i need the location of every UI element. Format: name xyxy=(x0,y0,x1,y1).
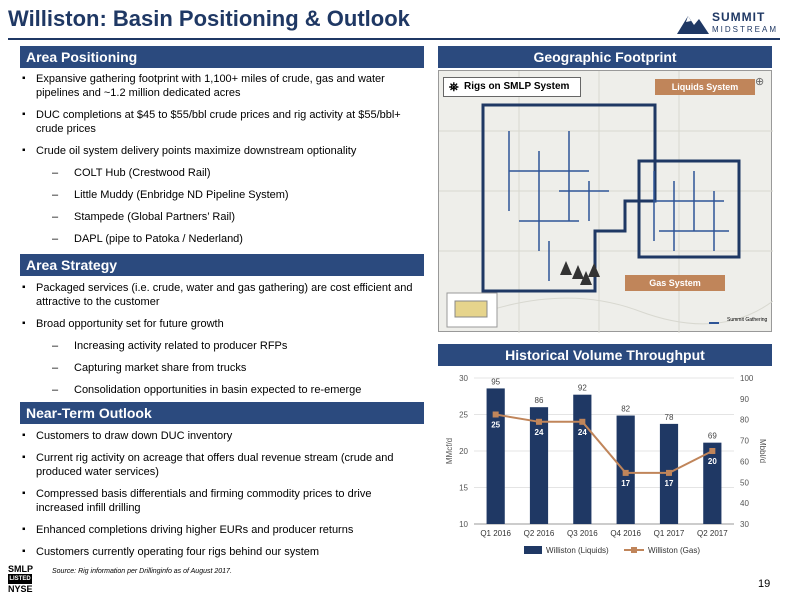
category-label: Q1 2017 xyxy=(653,529,685,538)
map-graphic xyxy=(439,71,773,333)
geographic-footprint-heading: Geographic Footprint xyxy=(438,46,772,68)
title-rule xyxy=(8,38,780,40)
liquids-bar-label: 95 xyxy=(491,377,501,387)
gas-point-label: 24 xyxy=(534,427,544,437)
gas-point xyxy=(666,470,672,476)
gas-point xyxy=(536,419,542,425)
gas-line xyxy=(496,412,713,473)
sub-list-item: – Consolidation opportunities in basin expected to re-emerge xyxy=(22,383,420,397)
volume-chart xyxy=(438,368,772,564)
gas-point xyxy=(579,419,585,425)
right-tick-label: 100 xyxy=(740,374,754,383)
category-label: Q3 2016 xyxy=(566,529,598,538)
right-tick-label: 90 xyxy=(740,394,749,404)
gas-system-label: Gas System xyxy=(625,275,725,291)
list-item: ▪ Expansive gathering footprint with 1,100+ miles of crude, gas and water pipelines and ~1.2 million dedicated acres xyxy=(22,72,420,100)
rigs-legend-label: Rigs on SMLP System xyxy=(464,81,570,92)
category-label: Q2 2017 xyxy=(696,529,728,538)
right-tick-label: 30 xyxy=(740,520,749,529)
mountain-icon xyxy=(676,12,710,36)
right-tick-label: 50 xyxy=(740,478,749,488)
historical-volume-heading: Historical Volume Throughput xyxy=(438,344,772,366)
liquids-bar xyxy=(573,395,591,524)
right-tick-label: 60 xyxy=(740,457,749,467)
list-item: ▪ Packaged services (i.e. crude, water and gas gathering) are cost efficient and attractive to the customer xyxy=(22,281,420,309)
right-tick-label: 40 xyxy=(740,499,749,509)
map-legend-label: Summit Gathering xyxy=(727,317,768,323)
list-item: ▪ Enhanced completions driving higher EURs and producer returns xyxy=(22,523,420,537)
area-positioning-list xyxy=(22,72,420,254)
right-axis-title: Mbbl/d xyxy=(758,438,767,464)
list-item: ▪ Crude oil system delivery points maximize downstream optionality xyxy=(22,144,420,158)
left-axis-title: MMcf/d xyxy=(445,437,454,465)
liquids-bar-label: 69 xyxy=(707,431,717,441)
ticker-symbol: SMLP xyxy=(8,564,34,574)
liquids-system-label: Liquids System xyxy=(655,79,755,95)
logo-word: SUMMIT xyxy=(712,10,766,24)
legend-liquids-swatch xyxy=(524,546,542,554)
gas-point-label: 25 xyxy=(491,420,501,430)
left-tick-label: 25 xyxy=(459,410,468,420)
page-number: 19 xyxy=(758,578,771,590)
liquids-bar-label: 92 xyxy=(577,383,587,393)
sub-list-item: – Stampede (Global Partners’ Rail) xyxy=(22,210,420,224)
gas-point xyxy=(493,412,499,418)
page-title: Williston: Basin Positioning & Outlook xyxy=(8,6,410,31)
sub-list-item: – Little Muddy (Enbridge ND Pipeline System) xyxy=(22,188,420,202)
source-note: Source: Rig information per Drillinginfo as of August 2017. xyxy=(52,568,232,575)
list-item: ▪ DUC completions at $45 to $55/bbl crude prices and rig activity at $55/bbl+ crude prices xyxy=(22,108,420,136)
compass-icon: ⊕ xyxy=(755,76,765,88)
gas-point xyxy=(709,448,715,454)
liquids-bar-label: 86 xyxy=(534,396,544,406)
gas-point-label: 20 xyxy=(707,457,717,466)
rig-icon: ⛯ xyxy=(449,80,459,94)
left-tick-label: 10 xyxy=(459,520,468,529)
gas-point-label: 24 xyxy=(577,427,587,437)
left-tick-label: 30 xyxy=(459,374,468,383)
liquids-bar xyxy=(487,388,505,524)
list-item: ▪ Compressed basis differentials and firming commodity prices to drive increased infill drilling xyxy=(22,487,420,515)
category-label: Q1 2016 xyxy=(480,529,512,538)
listed-tag: LISTED xyxy=(9,576,31,582)
right-tick-label: 80 xyxy=(740,415,749,425)
area-strategy-heading: Area Strategy xyxy=(20,254,424,276)
exchange-badge xyxy=(8,564,48,594)
logo-sub: MIDSTREAM xyxy=(712,25,778,34)
rigs-legend xyxy=(443,77,581,97)
basin-map xyxy=(438,70,772,332)
list-item: ▪ Customers currently operating four rigs behind our system xyxy=(22,545,420,559)
category-label: Q4 2016 xyxy=(610,529,642,538)
sub-list-item: – COLT Hub (Crestwood Rail) xyxy=(22,166,420,180)
list-item: ▪ Current rig activity on acreage that offers dual revenue stream (crude and produced water services) xyxy=(22,451,420,479)
gas-point-label: 17 xyxy=(621,478,631,488)
liquids-bar-label: 82 xyxy=(621,404,631,414)
legend-gas-marker xyxy=(631,547,637,553)
list-item: ▪ Broad opportunity set for future growth xyxy=(22,317,420,331)
left-tick-label: 15 xyxy=(459,483,468,493)
gas-point xyxy=(623,470,629,476)
liquids-bar-label: 78 xyxy=(664,412,674,422)
list-item: ▪ Customers to draw down DUC inventory xyxy=(22,429,420,443)
area-strategy-list xyxy=(22,281,420,405)
legend-liquids-label: Williston (Liquids) xyxy=(546,546,609,555)
gas-point-label: 17 xyxy=(664,478,674,488)
near-term-list xyxy=(22,429,420,567)
right-tick-label: 70 xyxy=(740,436,749,446)
exchange-name: NYSE xyxy=(8,584,33,594)
area-positioning-heading: Area Positioning xyxy=(20,46,424,68)
liquids-bar xyxy=(617,416,635,524)
summit-logo xyxy=(676,6,782,42)
near-term-heading: Near-Term Outlook xyxy=(20,402,424,424)
sub-list-item: – Increasing activity related to producer RFPs xyxy=(22,339,420,353)
sub-list-item: – DAPL (pipe to Patoka / Nederland) xyxy=(22,232,420,246)
sub-list-item: – Capturing market share from trucks xyxy=(22,361,420,375)
category-label: Q2 2016 xyxy=(523,529,555,538)
legend-gas-label: Williston (Gas) xyxy=(648,546,701,555)
left-tick-label: 20 xyxy=(459,447,468,456)
